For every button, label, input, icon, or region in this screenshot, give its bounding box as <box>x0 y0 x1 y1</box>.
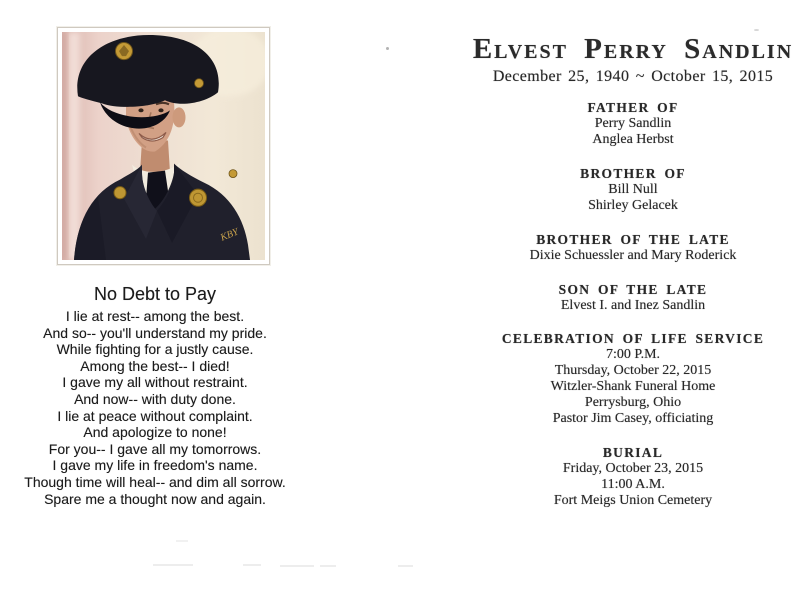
text-line: Dixie Schuessler and Mary Roderick <box>529 247 737 263</box>
text-line: Spare me a thought now and again. <box>44 490 266 507</box>
text-line: Perry Sandlin <box>594 116 672 131</box>
poem-title: No Debt to Pay <box>93 284 217 304</box>
scan-artifact <box>280 565 314 567</box>
scan-artifact <box>243 564 261 566</box>
backdrop-light-streak <box>68 32 80 260</box>
text-line: While fighting for a justly cause. <box>56 341 254 358</box>
text-line: Perrysburg, Ohio <box>584 395 682 411</box>
scan-speck <box>386 47 389 50</box>
text-line: Thursday, October 22, 2015 <box>554 363 712 379</box>
section-brother-of <box>458 165 800 214</box>
left-eye <box>138 108 143 112</box>
text-line: Bill Null <box>608 181 658 197</box>
deceased-name: Elvest Perry Sandlin <box>472 33 794 65</box>
text-line: Witzler-Shank Funeral Home <box>550 379 716 395</box>
ear <box>173 107 186 127</box>
text-line: Shirley Gelacek <box>588 197 678 213</box>
section-lines <box>458 347 800 427</box>
text-line: 11:00 A.M. <box>601 476 665 492</box>
text-line: And apologize to none! <box>83 424 227 441</box>
section-lines <box>458 248 800 264</box>
text-line: Fort Meigs Union Cemetery <box>553 492 713 508</box>
poem-block <box>5 283 305 507</box>
text-line: Though time will heal-- and dim all sorrow. <box>24 473 286 490</box>
left-lapel-disc-icon <box>114 187 126 199</box>
section-father-of <box>458 99 800 148</box>
backdrop-edge-shadow <box>62 32 67 260</box>
section-heading: SON OF THE LATE <box>558 281 708 297</box>
section-son-of-the-late <box>458 281 800 314</box>
section-heading: FATHER OF <box>587 100 679 115</box>
text-line: And now-- with duty done. <box>74 390 236 407</box>
section-heading: CELEBRATION OF LIFE SERVICE <box>501 331 765 347</box>
section-brother-of-the-late <box>458 231 800 264</box>
text-line: I lie at rest-- among the best. <box>65 308 245 324</box>
scan-artifact <box>398 565 413 567</box>
text-line: For you-- I gave all my tomorrows. <box>48 440 262 457</box>
text-line: 7:00 P.M. <box>605 347 661 363</box>
portrait-photo <box>57 27 270 265</box>
text-line: And so-- you'll understand my pride. <box>43 324 267 341</box>
scan-artifact <box>320 565 336 567</box>
photographer-signature: KBY <box>219 226 241 244</box>
text-line: I lie at peace without complaint. <box>57 407 253 424</box>
text-line: Friday, October 23, 2015 <box>562 460 704 476</box>
section-lines <box>458 116 800 148</box>
text-line: I gave my all without restraint. <box>62 374 248 391</box>
section-lines <box>458 182 800 214</box>
section-heading: BURIAL <box>602 444 664 460</box>
scan-speck <box>754 29 759 31</box>
memorial-sections <box>458 99 800 509</box>
portrait-illustration <box>62 32 265 260</box>
section-heading: BROTHER OF THE LATE <box>536 231 730 247</box>
poem-lines <box>5 308 305 507</box>
memorial-column <box>458 33 800 526</box>
shoulder-button-icon <box>229 170 237 178</box>
section-lines <box>458 461 800 509</box>
section-burial <box>458 444 800 509</box>
section-lines <box>458 298 800 314</box>
scan-artifact <box>176 540 188 542</box>
right-eye <box>158 108 163 112</box>
text-line: Among the best-- I died! <box>80 357 230 374</box>
text-line: I gave my life in freedom's name. <box>52 457 258 474</box>
section-celebration-of-life <box>458 330 800 427</box>
scan-artifact <box>153 564 193 566</box>
right-lapel-disc-icon <box>190 189 207 206</box>
life-dates: December 25, 1940 ~ October 15, 2015 <box>492 68 774 85</box>
text-line: Pastor Jim Casey, officiating <box>552 411 714 427</box>
text-line: Anglea Herbst <box>592 131 674 147</box>
text-line: Elvest I. and Inez Sandlin <box>560 297 706 313</box>
cap-side-button-icon <box>195 79 204 88</box>
section-heading: BROTHER OF <box>580 165 686 181</box>
